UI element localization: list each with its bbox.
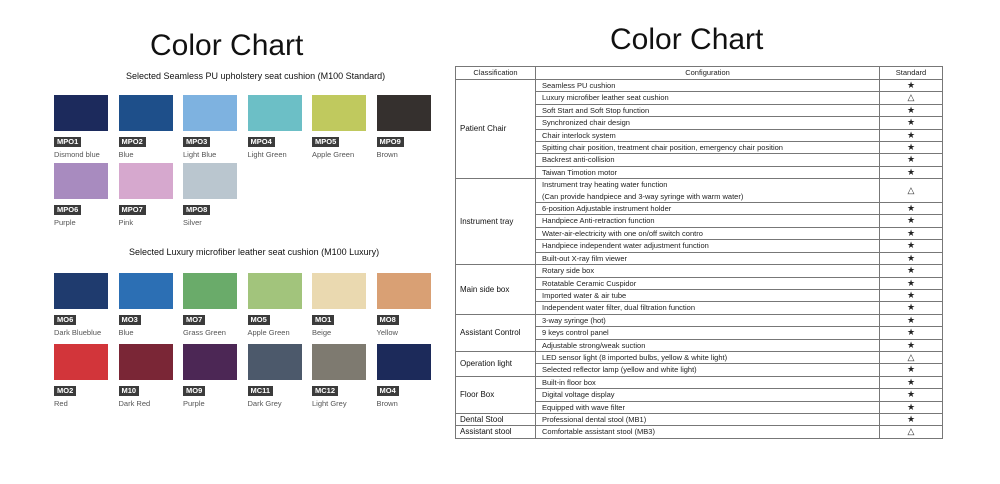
swatch-chip [54, 95, 108, 131]
configuration-cell [536, 327, 880, 339]
configuration-text: Equipped with wave filter [542, 402, 625, 412]
swatch-color-name: Purple [183, 399, 205, 408]
swatch-chip [54, 163, 108, 199]
standard-star-icon: ★ [880, 401, 943, 413]
configuration-cell [536, 265, 880, 277]
standard-star-icon: ★ [880, 339, 943, 351]
swatch-color-name: Light Blue [183, 150, 217, 159]
configuration-cell [536, 314, 880, 326]
configuration-text: Instrument tray heating water function [542, 180, 668, 190]
swatch-code: MO5 [248, 315, 270, 325]
configuration-cell [536, 154, 880, 166]
standard-star-icon: ★ [880, 203, 943, 215]
standard-star-icon: ★ [880, 314, 943, 326]
standard-star-icon: ★ [880, 389, 943, 401]
classification-cell: Dental Stool [456, 413, 536, 425]
configuration-text: Digital voltage display [542, 390, 615, 400]
configuration-cell [536, 117, 880, 129]
table-row [456, 314, 943, 326]
standard-header: Standard [880, 67, 943, 80]
color-swatch [183, 163, 237, 227]
color-swatch [183, 344, 237, 408]
swatch-color-name: Brown [376, 399, 398, 408]
standard-star-icon: ★ [880, 364, 943, 376]
classification-cell: Assistant stool [456, 426, 536, 438]
color-swatch [377, 344, 431, 408]
color-swatch [119, 344, 173, 408]
swatch-code: MPO3 [183, 137, 210, 147]
classification-cell: Instrument tray [456, 179, 536, 265]
color-swatch [312, 95, 366, 159]
table-row [456, 179, 943, 203]
configuration-text: Water-air-electricity with one on/off switch contro [542, 228, 703, 238]
swatch-color-name: Dark Grey [247, 399, 282, 408]
color-swatch [183, 273, 237, 337]
right-page-title: Color Chart [610, 23, 764, 56]
swatch-color-name: Grass Green [183, 328, 226, 337]
configuration-cell [536, 166, 880, 178]
swatch-chip [248, 273, 302, 309]
configuration-text: Built-in floor box [542, 377, 596, 387]
configuration-cell [536, 426, 880, 438]
configuration-text: Backrest anti-collision [542, 155, 615, 165]
swatch-chip [119, 344, 173, 380]
swatch-color-name: Apple Green [312, 150, 355, 159]
swatch-code: MPO1 [54, 137, 81, 147]
configuration-table [455, 66, 943, 439]
swatch-color-name: Yellow [376, 328, 398, 337]
swatch-chip [119, 163, 173, 199]
configuration-text: LED sensor light (8 imported bulbs, yellow & white light) [542, 352, 728, 362]
configuration-cell [536, 252, 880, 264]
configuration-cell [536, 80, 880, 92]
configuration-table-body [456, 80, 943, 439]
optional-triangle-icon: △ [880, 426, 943, 438]
swatch-color-name: Red [54, 399, 68, 408]
swatch-code: MO6 [54, 315, 76, 325]
table-row [456, 376, 943, 388]
configuration-text-line2: (Can provide handpiece and 3-way syringe with warm water) [542, 191, 744, 201]
configuration-cell [536, 351, 880, 363]
configuration-cell [536, 413, 880, 425]
swatch-color-name: Blue [118, 328, 134, 337]
configuration-text: Rotatable Ceramic Cuspidor [542, 278, 637, 288]
table-row [456, 80, 943, 92]
configuration-cell [536, 389, 880, 401]
optional-triangle-icon: △ [880, 351, 943, 363]
swatch-code: MC11 [248, 386, 274, 396]
swatch-color-name: Dark Blueblue [54, 328, 102, 337]
color-swatch [119, 273, 173, 337]
configuration-cell [536, 401, 880, 413]
swatch-code: MO7 [183, 315, 205, 325]
swatch-code: MO1 [312, 315, 334, 325]
swatch-chip [312, 344, 366, 380]
configuration-text: Imported water & air tube [542, 290, 627, 300]
configuration-text: Synchronized chair design [542, 118, 630, 128]
swatch-code: MPO2 [119, 137, 146, 147]
configuration-text: 6-position Adjustable instrument holder [542, 204, 672, 214]
configuration-cell [536, 339, 880, 351]
standard-star-icon: ★ [880, 117, 943, 129]
configuration-text: Independent water filter, dual filtration function [542, 303, 696, 313]
standard-star-icon: ★ [880, 413, 943, 425]
standard-star-icon: ★ [880, 376, 943, 388]
table-row [456, 413, 943, 425]
color-swatch [54, 95, 108, 159]
configuration-text: Taiwan Timotion motor [542, 167, 618, 177]
color-swatch [54, 344, 108, 408]
color-swatch [377, 95, 431, 159]
classification-cell: Patient Chair [456, 80, 536, 179]
configuration-cell [536, 240, 880, 252]
swatch-chip [119, 95, 173, 131]
configuration-text: 3-way syringe (hot) [542, 315, 606, 325]
swatch-code: MO8 [377, 315, 399, 325]
left-page-title: Color Chart [150, 29, 304, 62]
color-swatch [54, 163, 108, 227]
swatch-chip [119, 273, 173, 309]
configuration-cell [536, 129, 880, 141]
standard-star-icon: ★ [880, 302, 943, 314]
optional-triangle-icon: △ [880, 179, 943, 203]
swatch-code: MPO9 [377, 137, 404, 147]
configuration-cell [536, 203, 880, 215]
configuration-text: Built-out X-ray film viewer [542, 253, 628, 263]
swatch-color-name: Pink [118, 218, 134, 227]
table-header-row [456, 67, 943, 80]
swatch-code: MPO6 [54, 205, 81, 215]
standard-cushion-heading: Selected Seamless PU upholstery seat cushion (M100 Standard) [126, 71, 386, 81]
configuration-text: 9 keys control panel [542, 328, 609, 338]
configuration-cell [536, 227, 880, 239]
color-swatch [183, 95, 237, 159]
configuration-text: Handpiece Anti-retraction function [542, 216, 655, 226]
standard-star-icon: ★ [880, 104, 943, 116]
swatch-color-name: Dark Red [118, 399, 151, 408]
standard-star-icon: ★ [880, 265, 943, 277]
color-swatch [312, 344, 366, 408]
classification-cell: Operation light [456, 351, 536, 376]
configuration-text: Rotary side box [542, 266, 595, 276]
color-swatch [119, 95, 173, 159]
swatch-color-name: Brown [376, 150, 398, 159]
standard-star-icon: ★ [880, 277, 943, 289]
color-swatch [248, 95, 302, 159]
table-row [456, 351, 943, 363]
configuration-text: Chair interlock system [542, 130, 616, 140]
color-swatch [119, 163, 173, 227]
configuration-text: Luxury microfiber leather seat cushion [542, 93, 669, 103]
configuration-cell [536, 302, 880, 314]
classification-cell: Main side box [456, 265, 536, 315]
configuration-text: Comfortable assistant stool (MB3) [542, 427, 655, 437]
configuration-cell [536, 179, 880, 203]
swatch-code: M10 [119, 386, 140, 396]
swatch-chip [377, 273, 431, 309]
swatch-code: MPO5 [312, 137, 339, 147]
table-row [456, 265, 943, 277]
swatch-code: MO3 [119, 315, 141, 325]
swatch-chip [248, 344, 302, 380]
standard-star-icon: ★ [880, 327, 943, 339]
swatch-color-name: Beige [312, 328, 332, 337]
swatch-chip [377, 95, 431, 131]
swatch-chip [183, 95, 237, 131]
color-swatch [54, 273, 108, 337]
swatch-chip [377, 344, 431, 380]
swatch-chip [312, 273, 366, 309]
standard-star-icon: ★ [880, 240, 943, 252]
configuration-cell [536, 277, 880, 289]
swatch-color-name: Silver [183, 218, 202, 227]
swatch-code: MC12 [312, 386, 338, 396]
configuration-text: Seamless PU cushion [542, 81, 616, 90]
swatch-chip [248, 95, 302, 131]
swatch-chip [183, 273, 237, 309]
swatch-code: MPO7 [119, 205, 146, 215]
configuration-text: Handpiece independent water adjustment function [542, 241, 709, 251]
configuration-cell [536, 142, 880, 154]
swatch-chip [54, 273, 108, 309]
standard-star-icon: ★ [880, 215, 943, 227]
swatch-color-name: Light Green [247, 150, 287, 159]
color-swatch [377, 273, 431, 337]
configuration-cell [536, 104, 880, 116]
configuration-text: Soft Start and Soft Stop function [542, 105, 650, 115]
swatch-chip [183, 163, 237, 199]
standard-star-icon: ★ [880, 252, 943, 264]
color-swatch [248, 273, 302, 337]
standard-star-icon: ★ [880, 227, 943, 239]
standard-star-icon: ★ [880, 289, 943, 301]
table-row [456, 426, 943, 438]
swatch-code: MO4 [377, 386, 399, 396]
swatch-code: MO9 [183, 386, 205, 396]
swatch-color-name: Blue [118, 150, 134, 159]
configuration-cell [536, 215, 880, 227]
swatch-color-name: Apple Green [247, 328, 290, 337]
standard-star-icon: ★ [880, 142, 943, 154]
configuration-header: Configuration [536, 67, 880, 80]
swatch-color-name: Purple [54, 218, 76, 227]
configuration-text: Adjustable strong/weak suction [542, 340, 646, 350]
swatch-code: MO2 [54, 386, 76, 396]
color-swatch [312, 273, 366, 337]
classification-cell: Assistant Control [456, 314, 536, 351]
swatch-code: MPO8 [183, 205, 210, 215]
optional-triangle-icon: △ [880, 92, 943, 104]
configuration-text: Selected reflector lamp (yellow and white light) [542, 365, 697, 375]
standard-star-icon: ★ [880, 129, 943, 141]
configuration-cell [536, 92, 880, 104]
classification-cell: Floor Box [456, 376, 536, 413]
standard-star-icon: ★ [880, 154, 943, 166]
color-swatch [248, 344, 302, 408]
configuration-text: Spitting chair position, treatment chair position, emergency chair position [542, 143, 783, 153]
swatch-code: MPO4 [248, 137, 275, 147]
swatch-color-name: Dismond blue [54, 150, 100, 159]
classification-header: Classification [456, 67, 536, 80]
configuration-cell [536, 364, 880, 376]
standard-star-icon: ★ [880, 166, 943, 178]
swatch-chip [54, 344, 108, 380]
configuration-cell [536, 289, 880, 301]
luxury-cushion-heading: Selected Luxury microfiber leather seat cushion (M100 Luxury) [129, 247, 380, 257]
configuration-text: Professional dental stool (MB1) [542, 414, 647, 424]
swatch-chip [183, 344, 237, 380]
configuration-cell [536, 376, 880, 388]
standard-star-icon: ★ [880, 80, 943, 92]
swatch-chip [312, 95, 366, 131]
swatch-color-name: Light Grey [312, 399, 347, 408]
